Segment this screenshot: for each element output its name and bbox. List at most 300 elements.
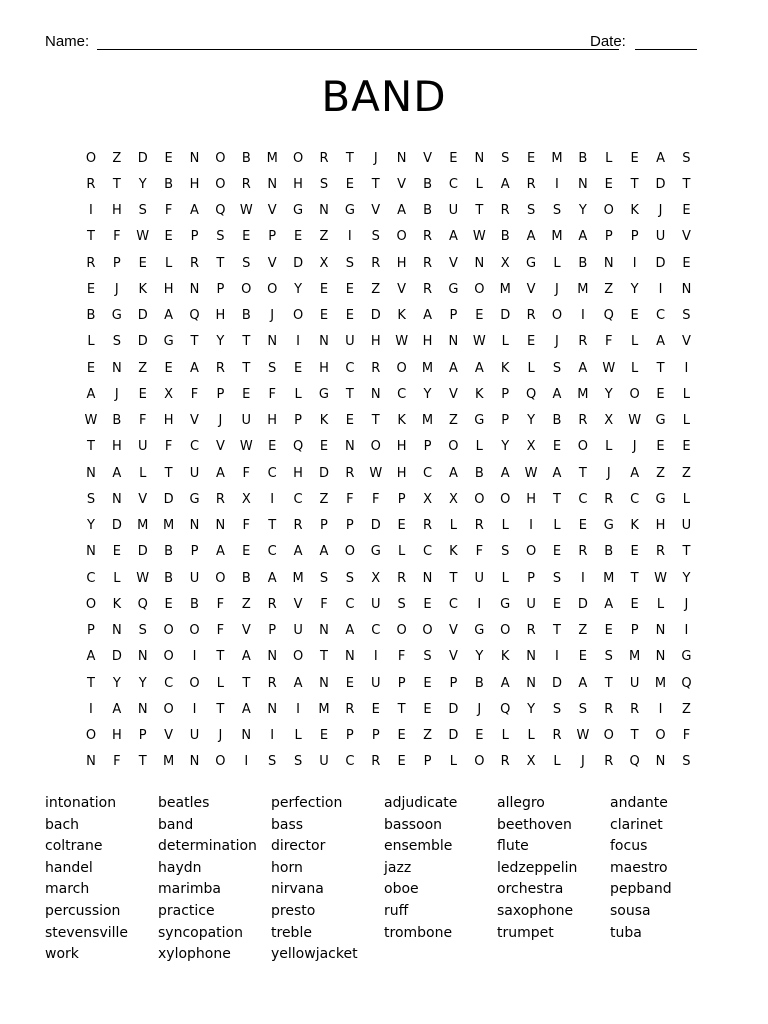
grid-letter: O [85, 728, 97, 744]
grid-letter: B [578, 255, 588, 271]
grid-letter: E [578, 649, 587, 665]
grid-letter: P [604, 229, 613, 245]
grid-letter: B [241, 570, 251, 586]
grid-letter: M [292, 570, 304, 586]
word-bank-item: march [45, 881, 90, 898]
grid-letter: L [553, 518, 561, 534]
grid-letter: O [474, 754, 485, 770]
grid-letter: S [604, 649, 613, 665]
grid-letter: T [242, 360, 251, 376]
grid-letter: W [628, 413, 642, 429]
grid-letter: E [630, 596, 639, 612]
grid-letter: G [474, 413, 485, 429]
grid-letter: D [318, 465, 329, 481]
grid-letter: R [500, 754, 510, 770]
grid-letter: Y [630, 281, 639, 297]
grid-letter: Y [138, 675, 147, 691]
grid-letter: D [137, 544, 148, 560]
grid-letter: N [681, 281, 692, 297]
word-bank-item: work [45, 946, 79, 963]
grid-letter: K [449, 544, 458, 560]
grid-letter: O [474, 281, 485, 297]
grid-letter: L [553, 754, 561, 770]
grid-letter: M [577, 281, 589, 297]
grid-letter: N [448, 334, 459, 350]
grid-letter: R [423, 255, 433, 271]
grid-letter: F [242, 518, 251, 534]
grid-letter: O [629, 386, 640, 402]
grid-letter: O [603, 203, 614, 219]
grid-letter: E [319, 281, 329, 297]
grid-letter: Q [215, 203, 226, 219]
grid-letter: B [86, 308, 96, 324]
grid-row [78, 408, 700, 434]
grid-letter: T [216, 701, 225, 717]
grid-letter: T [164, 465, 173, 481]
grid-row [78, 329, 700, 355]
grid-letter: T [682, 176, 691, 192]
word-bank-item: oboe [384, 881, 419, 898]
grid-letter: O [448, 439, 459, 455]
grid-letter: K [397, 308, 406, 324]
grid-letter: J [684, 596, 689, 612]
grid-letter: E [345, 675, 354, 691]
grid-letter: F [113, 754, 121, 770]
grid-letter: A [578, 675, 588, 691]
word-bank-column [158, 793, 271, 966]
grid-letter: I [580, 308, 585, 324]
word-bank-item: perfection [271, 795, 343, 811]
grid-letter: E [345, 308, 354, 324]
grid-letter: U [189, 728, 200, 744]
grid-letter: M [551, 150, 563, 166]
grid-letter: D [370, 518, 381, 534]
grid-letter: I [529, 518, 533, 534]
grid-letter: V [215, 439, 225, 455]
grid-letter: D [111, 518, 122, 534]
grid-letter: L [449, 754, 458, 770]
grid-letter: S [501, 544, 510, 560]
word-bank-item: clarinet [610, 816, 663, 833]
grid-letter: U [681, 518, 692, 534]
grid-letter: A [552, 465, 562, 481]
grid-letter: H [396, 439, 407, 455]
grid-row [78, 145, 700, 171]
grid-letter: B [423, 176, 432, 192]
grid-letter: R [371, 754, 381, 770]
grid-letter: O [163, 623, 174, 639]
grid-letter: S [552, 570, 562, 586]
grid-letter: A [164, 308, 174, 324]
grid-letter: V [448, 386, 458, 402]
grid-letter: E [578, 518, 587, 534]
grid-letter: V [448, 623, 458, 639]
grid-letter: T [268, 518, 277, 534]
grid-letter: W [395, 334, 409, 350]
grid-letter: I [684, 360, 689, 376]
grid-row [78, 749, 700, 775]
grid-letter: T [449, 570, 458, 586]
grid-letter: E [682, 255, 691, 271]
grid-letter: E [371, 701, 380, 717]
grid-letter: Z [681, 465, 691, 481]
grid-letter: U [370, 596, 381, 612]
page-title: BAND [321, 72, 447, 121]
word-bank-item: bassoon [384, 816, 443, 833]
grid-letter: A [293, 675, 303, 691]
grid-letter: B [552, 413, 562, 429]
grid-letter: S [216, 229, 225, 245]
grid-letter: B [241, 150, 251, 166]
grid-letter: G [189, 491, 200, 507]
grid-letter: P [87, 623, 95, 639]
grid-letter: N [603, 255, 614, 271]
grid-letter: A [578, 229, 588, 245]
grid-letter: F [372, 491, 380, 507]
grid-letter: V [267, 203, 277, 219]
grid-letter: P [630, 623, 639, 639]
grid-row [78, 224, 700, 250]
grid-letter: R [319, 150, 329, 166]
grid-letter: J [606, 465, 611, 481]
grid-letter: L [501, 518, 509, 534]
grid-letter: O [603, 728, 614, 744]
grid-letter: A [448, 229, 458, 245]
grid-letter: R [293, 518, 303, 534]
grid-letter: A [215, 544, 225, 560]
grid-letter: Y [501, 439, 510, 455]
word-bank-item: intonation [45, 795, 117, 811]
grid-letter: T [112, 176, 121, 192]
grid-letter: A [630, 465, 640, 481]
grid-letter: F [164, 439, 173, 455]
grid-letter: P [112, 255, 121, 271]
grid-letter: E [475, 308, 484, 324]
grid-letter: S [578, 701, 587, 717]
grid-letter: E [164, 360, 173, 376]
grid-letter: L [398, 544, 406, 560]
grid-letter: T [345, 150, 354, 166]
grid-letter: W [239, 203, 253, 219]
grid-letter: T [578, 465, 587, 481]
grid-letter: L [605, 439, 613, 455]
grid-letter: D [111, 649, 122, 665]
grid-letter: T [86, 675, 95, 691]
grid-letter: T [86, 229, 95, 245]
word-bank-item: ensemble [384, 838, 453, 855]
grid-letter: P [423, 439, 432, 455]
grid-letter: P [630, 229, 639, 245]
grid-letter: S [112, 334, 121, 350]
grid-letter: Y [604, 386, 613, 402]
grid-letter: D [293, 255, 304, 271]
grid-letter: H [111, 439, 122, 455]
grid-row [78, 355, 700, 381]
grid-letter: C [448, 176, 458, 192]
grid-letter: S [138, 623, 147, 639]
grid-letter: H [111, 728, 122, 744]
grid-letter: S [552, 203, 562, 219]
grid-letter: V [526, 281, 536, 297]
grid-letter: E [526, 150, 536, 166]
grid-letter: N [86, 754, 96, 770]
grid-letter: E [423, 675, 432, 691]
grid-letter: M [163, 518, 175, 534]
grid-letter: T [345, 386, 354, 402]
grid-letter: E [552, 596, 562, 612]
grid-letter: N [655, 623, 666, 639]
grid-letter: S [345, 570, 354, 586]
grid-letter: T [216, 255, 225, 271]
grid-letter: Q [681, 675, 692, 691]
grid-letter: J [580, 754, 585, 770]
grid-letter: A [86, 386, 96, 402]
grid-letter: A [423, 308, 432, 324]
grid-letter: U [345, 334, 355, 350]
grid-letter: S [371, 229, 380, 245]
grid-letter: D [137, 308, 148, 324]
word-bank-item: trombone [384, 924, 453, 941]
grid-letter: O [292, 649, 304, 665]
grid-letter: Z [448, 413, 458, 429]
grid-letter: E [164, 150, 173, 166]
grid-letter: E [630, 544, 639, 560]
grid-letter: E [293, 360, 303, 376]
grid-letter: S [682, 308, 691, 324]
grid-letter: I [192, 701, 197, 717]
grid-letter: A [215, 465, 225, 481]
grid-letter: R [189, 255, 200, 271]
grid-letter: H [215, 308, 226, 324]
grid-letter: F [605, 334, 613, 350]
grid-letter: V [267, 255, 277, 271]
grid-letter: J [218, 413, 223, 429]
grid-letter: I [89, 701, 93, 717]
grid-letter: L [87, 334, 95, 350]
grid-letter: T [630, 728, 639, 744]
grid-letter: A [448, 360, 458, 376]
grid-letter: L [682, 491, 691, 507]
grid-letter: E [293, 229, 303, 245]
grid-letter: N [526, 649, 536, 665]
grid-letter: T [371, 413, 380, 429]
grid-letter: E [319, 308, 329, 324]
grid-letter: O [525, 544, 537, 560]
grid-letter: Y [138, 176, 147, 192]
grid-letter: I [89, 203, 93, 219]
grid-letter: N [319, 334, 329, 350]
grid-letter: L [682, 386, 691, 402]
grid-letter: R [526, 308, 536, 324]
grid-row [78, 303, 700, 329]
grid-letter: A [241, 649, 251, 665]
grid-letter: C [189, 439, 200, 455]
grid-row [78, 618, 700, 644]
grid-letter: S [242, 255, 251, 271]
grid-letter: N [267, 176, 278, 192]
grid-letter: N [189, 518, 200, 534]
grid-letter: N [189, 281, 200, 297]
grid-letter: Q [189, 308, 200, 324]
grid-letter: R [474, 518, 484, 534]
grid-letter: R [526, 176, 536, 192]
grid-letter: H [293, 176, 303, 192]
grid-letter: L [656, 596, 665, 612]
grid-letter: E [630, 150, 639, 166]
grid-letter: N [319, 623, 329, 639]
grid-letter: B [190, 596, 199, 612]
grid-letter: T [656, 360, 665, 376]
grid-letter: J [270, 308, 275, 324]
grid-letter: R [215, 491, 225, 507]
grid-row [78, 696, 700, 722]
grid-letter: P [371, 728, 380, 744]
grid-letter: M [654, 675, 667, 691]
grid-letter: N [267, 701, 278, 717]
word-bank-item: treble [271, 924, 312, 941]
word-bank-column [271, 793, 384, 966]
grid-letter: A [319, 544, 329, 560]
grid-row [78, 513, 700, 539]
grid-letter: B [474, 675, 484, 691]
grid-letter: P [397, 491, 406, 507]
grid-letter: H [319, 360, 329, 376]
grid-letter: M [577, 386, 589, 402]
grid-letter: M [137, 518, 149, 534]
grid-letter: H [189, 176, 200, 192]
word-bank-item: maestro [610, 859, 668, 876]
grid-letter: L [294, 386, 302, 402]
grid-letter: W [239, 439, 253, 455]
name-label: Name: [45, 33, 90, 50]
grid-letter: R [423, 518, 433, 534]
grid-letter: E [397, 518, 406, 534]
grid-letter: R [630, 701, 640, 717]
grid-letter: U [137, 439, 148, 455]
grid-letter: X [319, 255, 329, 271]
grid-letter: A [656, 334, 665, 350]
grid-letter: C [578, 491, 588, 507]
grid-letter: N [111, 491, 122, 507]
word-bank-item: saxophone [497, 902, 574, 919]
grid-letter: Z [112, 150, 122, 166]
grid-letter: C [86, 570, 96, 586]
grid-letter: J [114, 281, 119, 297]
grid-letter: O [551, 308, 563, 324]
grid-letter: V [397, 281, 407, 297]
grid-letter: H [396, 255, 407, 271]
grid-letter: A [500, 176, 510, 192]
letter-grid [78, 145, 700, 775]
grid-letter: D [137, 334, 148, 350]
grid-letter: S [293, 754, 303, 770]
grid-letter: H [293, 465, 303, 481]
grid-letter: E [682, 439, 691, 455]
grid-letter: H [422, 334, 433, 350]
grid-letter: X [371, 570, 381, 586]
grid-letter: N [86, 465, 96, 481]
grid-letter: E [475, 728, 484, 744]
grid-letter: Z [604, 281, 614, 297]
word-bank-item: sousa [610, 902, 651, 919]
word-bank-item: bach [45, 816, 80, 833]
grid-letter: F [242, 465, 251, 481]
grid-letter: K [112, 596, 122, 612]
word-bank-item: pepband [610, 881, 672, 898]
grid-letter: X [526, 754, 536, 770]
grid-letter: A [474, 360, 484, 376]
grid-letter: R [397, 570, 407, 586]
grid-letter: P [138, 728, 147, 744]
grid-letter: R [345, 701, 355, 717]
grid-letter: M [318, 701, 330, 717]
word-bank-item: beatles [158, 795, 210, 811]
word-bank-column [45, 793, 158, 966]
word-bank [45, 793, 725, 966]
grid-letter: L [216, 675, 225, 691]
grid-letter: B [164, 544, 174, 560]
grid-letter: E [449, 150, 458, 166]
grid-letter: T [371, 176, 380, 192]
grid-letter: P [345, 518, 354, 534]
grid-letter: T [604, 675, 613, 691]
grid-letter: D [655, 176, 666, 192]
grid-letter: J [658, 203, 663, 219]
grid-letter: F [138, 413, 147, 429]
grid-letter: W [136, 570, 150, 586]
grid-letter: A [190, 203, 199, 219]
grid-letter: F [216, 623, 225, 639]
grid-letter: T [138, 754, 147, 770]
grid-letter: F [397, 649, 406, 665]
grid-letter: I [270, 491, 275, 507]
word-bank-item: stevensville [45, 924, 129, 941]
grid-letter: W [524, 465, 538, 481]
grid-letter: D [655, 255, 666, 271]
grid-letter: C [371, 623, 381, 639]
grid-letter: U [189, 465, 200, 481]
grid-letter: P [501, 386, 510, 402]
grid-letter: S [345, 255, 354, 271]
word-bank-column [610, 793, 723, 966]
grid-letter: D [163, 491, 174, 507]
word-bank-item: determination [158, 838, 257, 855]
grid-letter: Z [319, 491, 329, 507]
word-bank-item: presto [271, 902, 316, 919]
grid-letter: L [475, 439, 483, 455]
grid-letter: A [267, 570, 277, 586]
grid-letter: E [164, 229, 173, 245]
grid-letter: P [527, 570, 535, 586]
grid-letter: V [681, 229, 691, 245]
grid-row [78, 198, 700, 224]
grid-letter: Y [112, 675, 121, 691]
grid-letter: F [475, 544, 484, 560]
grid-letter: A [604, 596, 614, 612]
grid-letter: T [216, 649, 225, 665]
grid-letter: E [242, 544, 251, 560]
grid-letter: C [267, 544, 277, 560]
grid-letter: E [604, 623, 613, 639]
grid-letter: M [499, 281, 511, 297]
name-blank-line [97, 49, 619, 50]
grid-letter: F [164, 203, 173, 219]
grid-row [78, 486, 700, 512]
grid-letter: R [656, 544, 666, 560]
grid-letter: U [655, 229, 666, 245]
grid-letter: H [267, 413, 278, 429]
grid-letter: V [164, 728, 174, 744]
